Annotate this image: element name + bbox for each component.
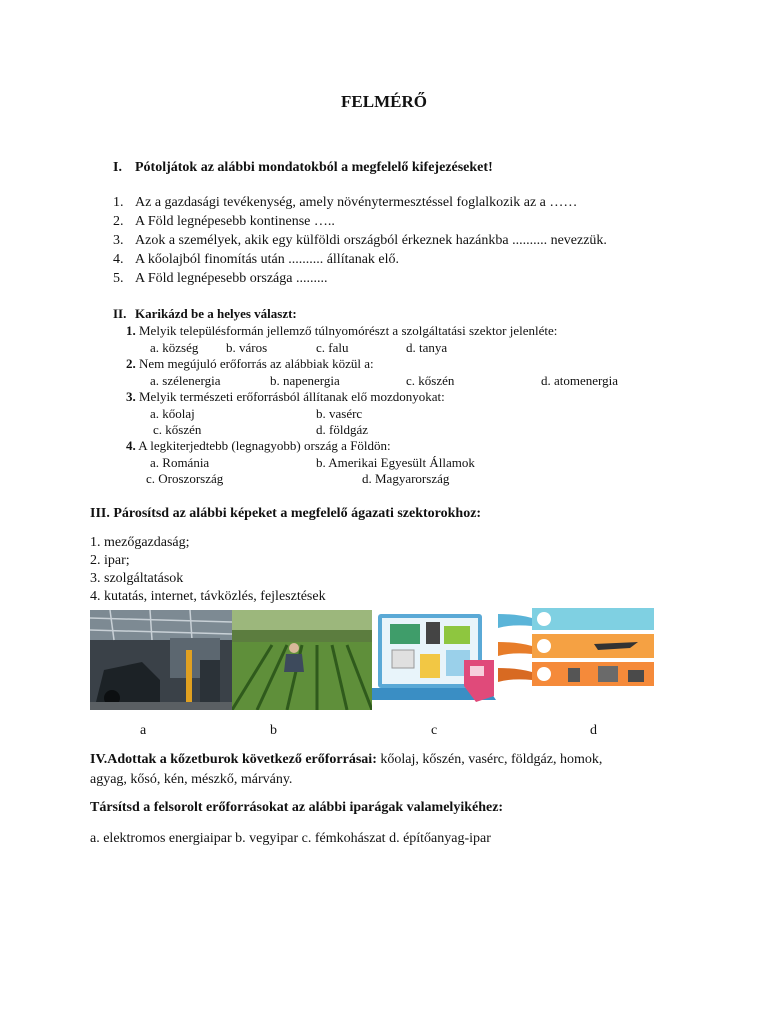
- section-1-title: Pótoljátok az alábbi mondatokból a megfelelő kifejezéseket!: [135, 160, 493, 175]
- question-text: Nem megújuló erőforrás az alábbiak közül a:: [139, 356, 374, 371]
- question-4: 4. A legkiterjedtebb (legnagyobb) ország a Földön:: [126, 438, 391, 453]
- resources-list: kőolaj, kőszén, vasérc, földgáz, homok,: [380, 752, 603, 767]
- option[interactable]: b. Amerikai Egyesült Államok: [316, 455, 475, 470]
- question-1: 1. Melyik településformán jellemző túlnyomórészt a szolgáltatási szektor jelenléte:: [126, 323, 558, 338]
- option[interactable]: c. falu: [316, 340, 349, 355]
- option[interactable]: b. város: [226, 340, 268, 355]
- research-communication-image: [498, 604, 654, 690]
- option[interactable]: c. kőszén: [406, 373, 455, 388]
- section-4-heading: IV.Adottak a kőzetburok következő erőforrásai:: [90, 752, 377, 767]
- page-title: FELMÉRŐ: [341, 92, 427, 111]
- image-label-b: b: [270, 723, 277, 738]
- option[interactable]: a. szélenergia: [150, 373, 221, 388]
- fill-item-3: 3. Azok a személyek, akik egy külföldi országból érkeznek hazánkba .......... nevezzük.: [113, 233, 607, 248]
- fill-item-4: 4. A kőolajból finomítás után .......... állítanak elő.: [113, 252, 400, 267]
- option[interactable]: d. földgáz: [316, 422, 368, 437]
- section-1-heading: [113, 160, 493, 176]
- option[interactable]: a. kőolaj: [150, 406, 195, 421]
- question-text: Melyik természeti erőforrásból állítanak elő mozdonyokat:: [139, 389, 445, 404]
- farm-field-image: [232, 610, 372, 710]
- sector-item-3: 3. szolgáltatások: [90, 571, 184, 586]
- fill-item-2: 2. A Föld legnépesebb kontinense …..: [113, 214, 335, 229]
- fill-item-text: Azok a személyek, akik egy külföldi országból érkeznek hazánkba .......... nevezzük.: [135, 233, 607, 248]
- option[interactable]: d. atomenergia: [541, 373, 619, 388]
- section-2-number: II.: [113, 306, 127, 321]
- fill-item-text: A Föld legnépesebb kontinense …..: [135, 214, 335, 229]
- industries-list: a. elektromos energiaipar b. vegyipar c. fémkohászat d. építőanyag-ipar: [90, 831, 491, 846]
- fill-item-text: A Föld legnépesebb országa .........: [135, 271, 328, 286]
- question-2: 2. Nem megújuló erőforrás az alábbiak közül a:: [126, 356, 374, 371]
- factory-image: [90, 610, 232, 710]
- computer-services-image: [372, 610, 496, 710]
- fill-item-text: Az a gazdasági tevékenység, amely növénytermesztéssel foglalkozik az a ……: [135, 195, 578, 210]
- fill-item-1: 1. Az a gazdasági tevékenység, amely növénytermesztéssel foglalkozik az a ……: [113, 195, 578, 210]
- option[interactable]: a. Románia: [150, 455, 210, 470]
- fill-item-text: A kőolajból finomítás után .......... állítanak elő.: [135, 252, 400, 267]
- sector-item-1: 1. mezőgazdaság;: [90, 535, 190, 550]
- option[interactable]: d. Magyarország: [362, 471, 450, 486]
- sector-item-4: 4. kutatás, internet, távközlés, fejlesztések: [90, 589, 326, 604]
- resources-list-continued: agyag, kősó, kén, mészkő, márvány.: [90, 772, 293, 787]
- fill-item-5: 5. A Föld legnépesebb országa .........: [113, 271, 328, 286]
- sector-item-2: 2. ipar;: [90, 553, 130, 568]
- section-3-heading: III. Párosítsd az alábbi képeket a megfelelő ágazati szektorokhoz:: [90, 506, 482, 521]
- option[interactable]: c. kőszén: [153, 422, 202, 437]
- question-3: 3. Melyik természeti erőforrásból állítanak elő mozdonyokat:: [126, 389, 445, 404]
- section-2-heading: [113, 306, 297, 322]
- option[interactable]: b. vasérc: [316, 406, 363, 421]
- section-1-number: I.: [113, 160, 122, 175]
- section-4-line-1: [90, 752, 602, 768]
- option[interactable]: a. község: [150, 340, 199, 355]
- section-4-subheading: Társítsd a felsorolt erőforrásokat az alábbi iparágak valamelyikéhez:: [90, 800, 504, 815]
- image-label-d: d: [590, 723, 597, 738]
- option[interactable]: b. napenergia: [270, 373, 340, 388]
- question-text: Melyik településformán jellemző túlnyomórészt a szolgáltatási szektor jelenléte:: [139, 323, 558, 338]
- image-label-a: a: [140, 723, 147, 738]
- option[interactable]: d. tanya: [406, 340, 448, 355]
- question-text: A legkiterjedtebb (legnagyobb) ország a Földön:: [138, 438, 391, 453]
- option[interactable]: c. Oroszország: [146, 471, 224, 486]
- section-2-title: Karikázd be a helyes választ:: [135, 306, 297, 321]
- image-label-c: c: [431, 723, 438, 738]
